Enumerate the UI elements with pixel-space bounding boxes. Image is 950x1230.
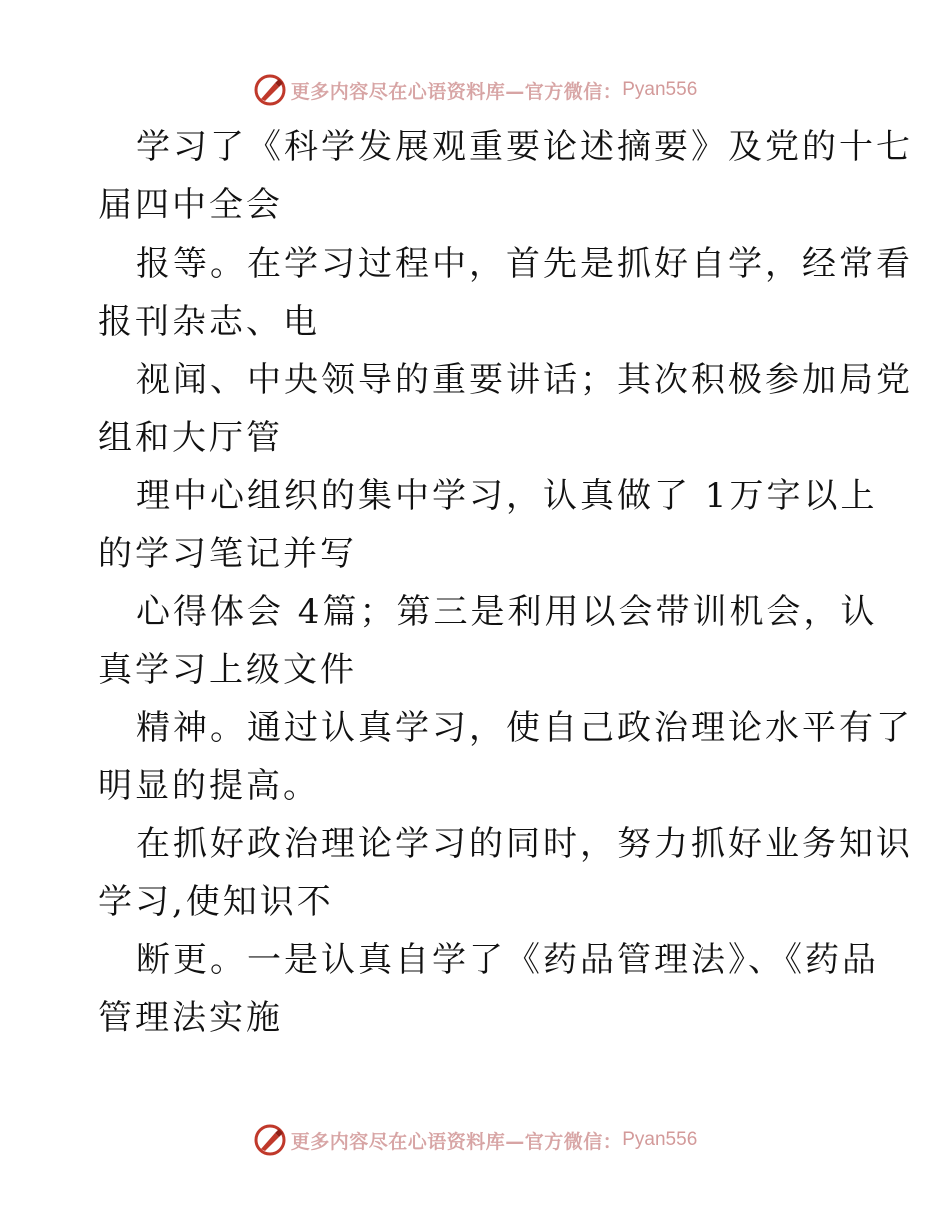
pen-logo-icon [253,73,287,107]
text-line: 届四中全会 [98,185,283,225]
text-line: 学习,使知识不 [98,882,334,922]
text-line: 报刊杂志、电 [98,302,320,342]
text-line: 的学习笔记并写 [98,534,357,574]
pen-logo-icon [253,1123,287,1157]
watermark-wechat-id: Pyan556 [622,1129,698,1150]
text-line: 真学习上级文件 [98,650,357,690]
text-line: 理中心组织的集中学习，认真做了 1万字以上 [136,476,878,516]
watermark-text: 更多内容尽在心语资料库—官方微信： [290,80,623,103]
text-line: 视闻、中央领导的重要讲话；其次积极参加局党 [136,360,913,400]
watermark-wechat-id: Pyan556 [622,79,698,100]
header-watermark [0,70,950,110]
text-line: 组和大厅管 [98,418,283,458]
text-line: 断更。一是认真自学了《药品管理法》、《药品 [136,940,879,980]
text-line: 精神。通过认真学习，使自己政治理论水平有了 [136,708,913,748]
text-line: 报等。在学习过程中，首先是抓好自学，经常看 [136,244,913,284]
text-line: 学习了《科学发展观重要论述摘要》及党的十七 [136,127,913,167]
text-line: 心得体会 4篇；第三是利用以会带训机会，认 [136,592,878,632]
text-line: 明显的提高。 [98,766,320,806]
watermark-text: 更多内容尽在心语资料库—官方微信： [290,1130,623,1153]
footer-watermark [0,1120,950,1160]
text-line: 管理法实施 [98,998,283,1038]
text-line: 在抓好政治理论学习的同时，努力抓好业务知识 [136,824,913,864]
